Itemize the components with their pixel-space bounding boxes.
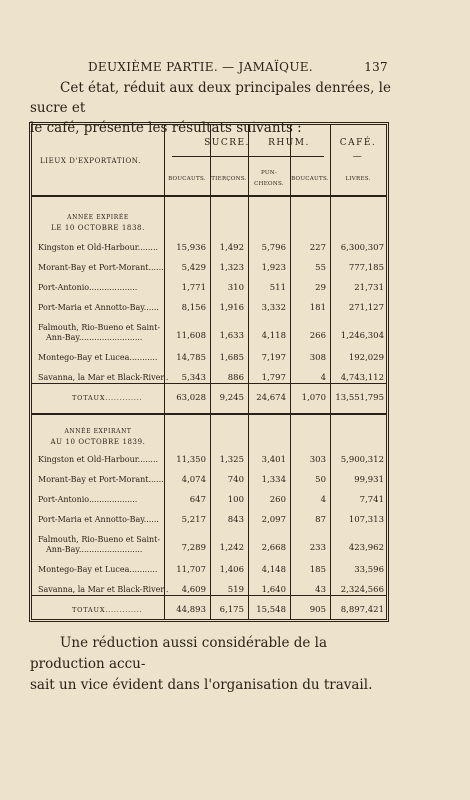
- row-value: 7,289: [181, 543, 206, 553]
- total-value: 8,897,421: [340, 605, 384, 615]
- row-value: 233: [309, 543, 326, 553]
- total-value: 905: [309, 605, 326, 615]
- row-value: 1,633: [219, 331, 244, 341]
- row-value: 2,668: [261, 543, 286, 553]
- row-value: 4,118: [261, 331, 286, 341]
- row-place: Savanna, la Mar et Black-River..: [38, 585, 169, 594]
- row-value: 886: [227, 373, 244, 383]
- row-place: Kingston et Old-Harbour........: [38, 455, 159, 464]
- row-place: Morant-Bay et Port-Morant......: [38, 475, 164, 484]
- row-value: 423,962: [348, 543, 384, 553]
- row-place: Montego-Bay et Lucea...........: [38, 353, 158, 362]
- total-value: 63,028: [176, 393, 206, 403]
- row-value: 3,401: [261, 455, 286, 465]
- label-column-header: LIEUX D'EXPORTATION.: [40, 157, 141, 165]
- closing-line-1: Une réduction aussi considérable de la production accu-: [30, 635, 328, 672]
- group-rhum: RHUM.: [268, 138, 310, 148]
- row-value: 50: [315, 475, 326, 485]
- row-value: 5,217: [181, 515, 206, 525]
- row-value: 310: [227, 283, 244, 293]
- row-value: 1,923: [261, 263, 286, 273]
- intro-line-1: Cet état, réduit aux deux principales denrées, le sucre et: [30, 80, 391, 116]
- row-value: 5,900,312: [340, 455, 384, 465]
- row-value: 266: [309, 331, 326, 341]
- row-place: Savanna, la Mar et Black-River..: [38, 373, 169, 382]
- row-value: 14,785: [176, 353, 206, 363]
- closing-line-2: sait un vice évident dans l'organisation du travail.: [30, 677, 373, 693]
- row-value: 5,796: [261, 243, 286, 253]
- row-place: Montego-Bay et Lucea...........: [38, 565, 158, 574]
- row-value: 107,313: [348, 515, 384, 525]
- row-value: 29: [315, 283, 326, 293]
- row-value: 3,332: [261, 303, 286, 313]
- row-place: Port-Maria et Annotto-Bay......: [38, 303, 159, 312]
- export-table: [29, 122, 389, 622]
- row-value: 1,406: [219, 565, 244, 575]
- row-value: 185: [309, 565, 326, 575]
- row-value: 2,097: [261, 515, 286, 525]
- group-cafe-dash: —: [352, 152, 364, 162]
- total-value: 13,551,795: [335, 393, 384, 403]
- sub-boucauts: BOUCAUTS.: [168, 176, 206, 182]
- row-value: 43: [315, 585, 326, 595]
- row-value: 843: [227, 515, 244, 525]
- row-value: 7,197: [261, 353, 286, 363]
- row-value: 5,429: [181, 263, 206, 273]
- group-cafe: CAFÉ.: [339, 138, 377, 148]
- row-value: 4: [320, 373, 326, 383]
- row-value: 55: [315, 263, 326, 273]
- sub-boucauts-rhum: BOUCAUTS.: [291, 176, 329, 182]
- group-sucre: SUCRE.: [204, 138, 250, 148]
- row-value: 192,029: [348, 353, 384, 363]
- row-value: 4,743,112: [340, 373, 384, 383]
- row-value: 6,300,307: [340, 243, 384, 253]
- row-value: 1,246,304: [340, 331, 384, 341]
- row-place: Falmouth, Rio-Bueno et Saint-: [38, 323, 161, 332]
- row-value: 7,741: [359, 495, 384, 505]
- row-value: 260: [269, 495, 286, 505]
- total-value: 24,674: [256, 393, 286, 403]
- brace-rhum: [254, 156, 324, 157]
- row-value: 1,685: [219, 353, 244, 363]
- row-value: 511: [269, 283, 286, 293]
- header-title: DEUXIÈME PARTIE. — JAMAÏQUE.: [88, 60, 313, 74]
- section1-line2: LE 10 OCTOBRE 1838.: [51, 224, 145, 232]
- section2-line1: ANNÉE EXPIRANT: [64, 428, 132, 435]
- row-value: 11,608: [176, 331, 206, 341]
- row-value: 21,731: [354, 283, 384, 293]
- row-value: 1,334: [261, 475, 286, 485]
- total-label: TOTAUX.............: [72, 394, 143, 402]
- header-rule: [32, 195, 386, 197]
- row-value: 1,916: [219, 303, 244, 313]
- row-value: 87: [315, 515, 326, 525]
- row-value: 99,931: [354, 475, 384, 485]
- row-value: 100: [227, 495, 244, 505]
- row-place: Kingston et Old-Harbour........: [38, 243, 159, 252]
- row-place: Falmouth, Rio-Bueno et Saint-: [38, 535, 161, 544]
- section1-line1: ANNÉE EXPIRÉE: [67, 214, 129, 221]
- row-value: 11,707: [176, 565, 206, 575]
- row-value: 1,797: [261, 373, 286, 383]
- row-value: 11,350: [176, 455, 206, 465]
- row-place: Port-Antonio...................: [38, 283, 138, 292]
- row-value: 4,609: [181, 585, 206, 595]
- section-rule: [32, 413, 386, 415]
- row-value: 15,936: [176, 243, 206, 253]
- row-value: 5,343: [181, 373, 206, 383]
- row-value: 647: [189, 495, 206, 505]
- row-value: 1,771: [181, 283, 206, 293]
- intro-line-2: le café, présente les résultats suivants :: [30, 120, 302, 136]
- row-value: 4,074: [181, 475, 206, 485]
- section2-line2: AU 10 OCTOBRE 1839.: [50, 438, 146, 446]
- sub-puncheons-2: CHEONS.: [254, 181, 284, 187]
- total-label: TOTAUX.............: [72, 606, 143, 614]
- row-value: 519: [227, 585, 244, 595]
- total-value: 9,245: [219, 393, 244, 403]
- page-number: 137: [364, 60, 388, 74]
- row-place-cont: Ann-Bay.........................: [46, 333, 143, 342]
- row-value: 1,242: [219, 543, 244, 553]
- row-value: 2,324,566: [340, 585, 384, 595]
- total2-rule: [32, 595, 386, 596]
- row-value: 308: [309, 353, 326, 363]
- row-place: Port-Antonio...................: [38, 495, 138, 504]
- sub-tiercons: TIERÇONS.: [211, 176, 247, 182]
- total-value: 6,175: [219, 605, 244, 615]
- total-value: 1,070: [301, 393, 326, 403]
- sub-livres: LIVRES.: [345, 176, 371, 182]
- row-value: 4: [320, 495, 326, 505]
- row-value: 271,127: [348, 303, 384, 313]
- row-value: 740: [227, 475, 244, 485]
- row-value: 1,325: [219, 455, 244, 465]
- row-value: 8,156: [181, 303, 206, 313]
- closing-paragraph: [30, 633, 400, 696]
- row-value: 227: [309, 243, 326, 253]
- total-value: 44,893: [176, 605, 206, 615]
- row-value: 181: [309, 303, 326, 313]
- row-value: 777,185: [348, 263, 384, 273]
- row-value: 1,640: [261, 585, 286, 595]
- total-value: 15,548: [256, 605, 286, 615]
- row-value: 4,148: [261, 565, 286, 575]
- row-value: 33,596: [354, 565, 384, 575]
- row-value: 1,323: [219, 263, 244, 273]
- row-place-cont: Ann-Bay.........................: [46, 545, 143, 554]
- row-place: Port-Maria et Annotto-Bay......: [38, 515, 159, 524]
- row-place: Morant-Bay et Port-Morant......: [38, 263, 164, 272]
- row-value: 303: [309, 455, 326, 465]
- sub-puncheons-1: PUN-: [260, 170, 278, 176]
- total1-rule: [32, 383, 386, 384]
- row-value: 1,492: [219, 243, 244, 253]
